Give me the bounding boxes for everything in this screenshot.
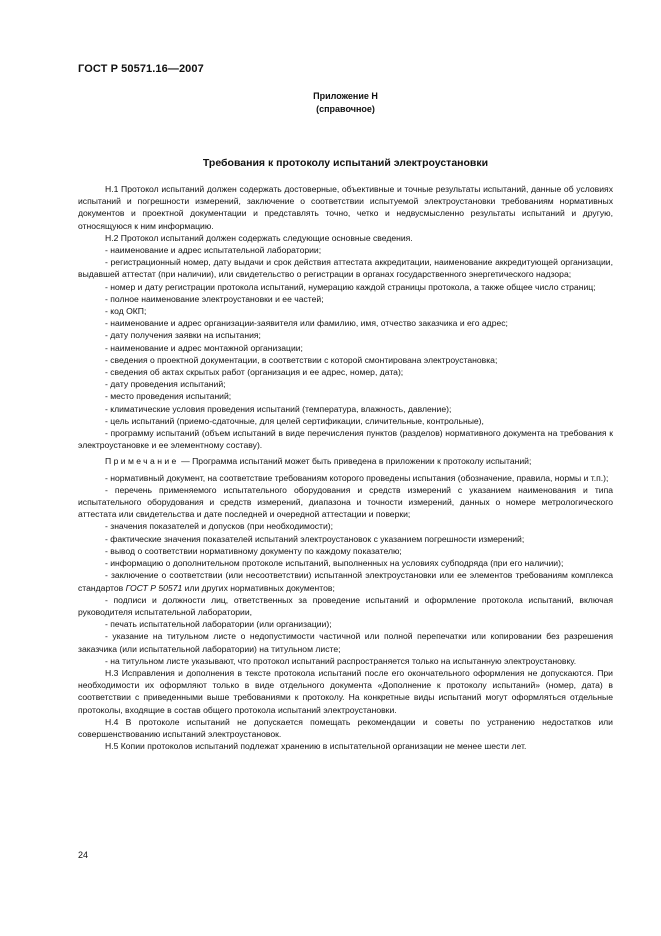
list-item: - регистрационный номер, дату выдачи и срок действия аттестата аккредитации, наименование аккредитующей организации, выдавшей аттестат (при наличии), или свидетельство о регистрации в органах государственного энергетического надзора; <box>78 257 613 280</box>
list-item: - перечень применяемого испытательного оборудования и средств измерений с указанием наименования и типа испытательного оборудования и средств измерений, диапазона и точности измерений, данных о номере метрологического аттестата или свидетельства и дате последней и очередной аттестации и поверки; <box>78 484 613 520</box>
list-item: - полное наименование электроустановки и ее частей; <box>105 293 324 304</box>
list-item: - фактические значения показателей испытаний электроустановок с указанием погрешности измерений; <box>105 533 525 544</box>
list-item: - сведения о проектной документации, в соответствии с которой смонтирована электроустановка; <box>105 354 498 365</box>
body-text <box>78 183 613 752</box>
list-item: - цель испытаний (приемо-сдаточные, для целей сертификации, сличительные, контрольные), <box>105 415 484 426</box>
annex-name: Приложение Н <box>313 91 378 101</box>
list-item <box>78 569 613 593</box>
annex-title: Требования к протоколу испытаний электроустановки <box>202 157 489 169</box>
list-item: - сведения об актах скрытых работ (организация и ее адрес, номер, дата); <box>105 367 404 378</box>
annex-heading <box>0 90 661 116</box>
paragraph: Н.3 Исправления и дополнения в тексте протокола испытаний после его окончательного оформления не допускаются. При необходимости их оформляют только в виде отдельного документа «Дополнение к протоколу испытаний» (номер, дата) в соответствии с приведенными выше требованиями к протоколу. На конкретные виды испытаний могут оформляться отдельные протоколы, входящие в состав общего протокола испытаний электроустановки. <box>78 667 613 715</box>
paragraph: Н.2 Протокол испытаний должен содержать следующие основные сведения. <box>105 232 413 243</box>
list-item: - наименование и адрес испытательной лаборатории; <box>105 245 322 256</box>
page-number: 24 <box>78 850 89 860</box>
note-text: — Программа испытаний может быть приведена в приложении к протоколу испытаний; <box>178 456 532 467</box>
list-item: - указание на титульном листе о недопустимости частичной или полной перепечатки или копировании без разрешения заказчика (или испытательной лаборатории) на титульном листе; <box>78 631 613 654</box>
list-item: - наименование и адрес организации-заявителя или фамилию, имя, отчество заказчика и его адрес; <box>105 318 508 329</box>
list-item: - значения показателей и допусков (при необходимости); <box>105 521 334 532</box>
annex-status: (справочное) <box>316 104 375 114</box>
note-label: Примечание <box>105 456 179 467</box>
conformity-text: - заключение о соответствии (или несоответствии) испытанной электроустановки или ее элементов требованиям комплекса стандартов <box>78 570 613 593</box>
list-item: - код ОКП; <box>105 306 147 317</box>
list-item: - подписи и должности лиц, ответственных за проведение испытаний и оформление протокола испытаний, включая руководителя испытательной лаборатории, <box>78 594 613 617</box>
paragraph: Н.5 Копии протоколов испытаний подлежат хранению в испытательной организации не менее шести лет. <box>105 741 527 752</box>
list-item: - место проведения испытаний; <box>105 391 232 402</box>
paragraph: Н.4 В протоколе испытаний не допускается помещать рекомендации и советы по устранению недостатков или совершенствованию испытаний электроустановок. <box>78 716 613 739</box>
list-item: - климатические условия проведения испытаний (температура, влажность, давление); <box>105 403 452 414</box>
conformity-tail: или других нормативных документов; <box>182 582 335 593</box>
list-item: - дату получения заявки на испытания; <box>105 330 261 341</box>
list-item: - дату проведения испытаний; <box>105 379 226 390</box>
paragraph: Н.1 Протокол испытаний должен содержать достоверные, объективные и точные результаты испытаний, данные об условиях испытаний и погрешности измерений, заключение о соответствии испытуемой электроустановки требованиям нормативных документов и проектной документации и представлять точно, четко и недвусмысленно результаты испытаний и другую, относящуюся к ним информацию. <box>78 184 613 231</box>
document-id: ГОСТ Р 50571.16—2007 <box>78 63 204 75</box>
note <box>78 455 613 467</box>
list-item: - на титульном листе указывают, что протокол испытаний распространяется только на испытанную электроустановку. <box>105 655 577 666</box>
list-item: - номер и дату регистрации протокола испытаний, нумерацию каждой страницы протокола, а также общее число страниц; <box>105 281 596 292</box>
list-item: - информацию о дополнительном протоколе испытаний, выполненных на условиях субподряда (при его наличии); <box>105 558 564 569</box>
list-item: - печать испытательной лаборатории (или организации); <box>105 619 332 630</box>
list-item: - наименование и адрес монтажной организации; <box>105 342 303 353</box>
list-item: - нормативный документ, на соответствие требованиям которого проведены испытания (обозначение, правила, нормы и т.п.); <box>105 472 609 483</box>
list-item: - программу испытаний (объем испытаний в виде перечисления пунктов (разделов) нормативного документа на требования к электроустановке и ее элементному составу). <box>78 428 613 451</box>
list-item: - вывод о соответствии нормативному документу по каждому показателю; <box>105 545 402 556</box>
standard-reference: ГОСТ Р 50571 <box>125 582 183 593</box>
